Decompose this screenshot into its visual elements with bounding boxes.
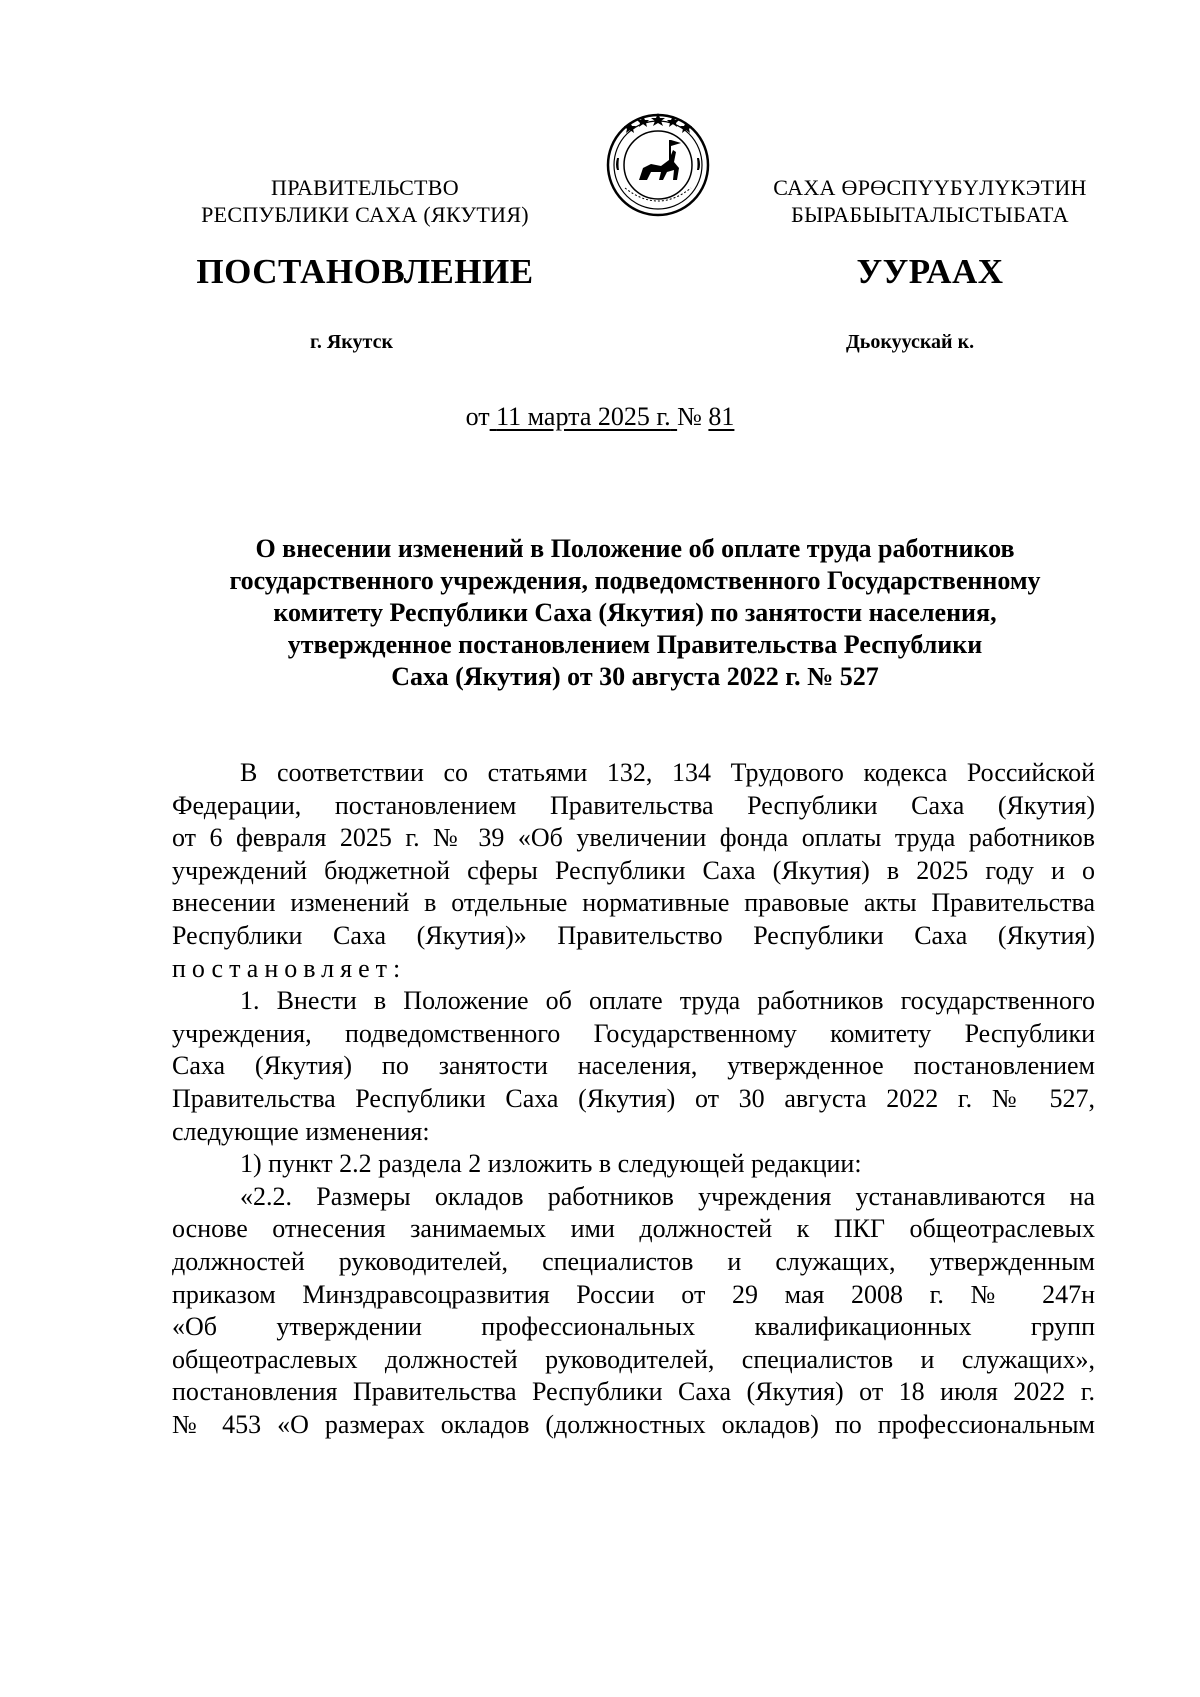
title-line: комитету Республики Саха (Якутия) по занятости населения, bbox=[273, 598, 997, 627]
body-line: должностей руководителей, специалистов и служащих, утвержденным bbox=[172, 1246, 1095, 1276]
header-left-line2: РЕСПУБЛИКИ САХА (ЯКУТИЯ) bbox=[201, 202, 529, 227]
body-line: В соответствии со статьями 132, 134 Трудового кодекса Российской bbox=[240, 758, 1095, 787]
body-line: следующие изменения: bbox=[172, 1116, 430, 1146]
body-line: 1. Внести в Положение об оплате труда работников государственного bbox=[240, 986, 1095, 1016]
coat-of-arms-emblem-icon bbox=[603, 110, 713, 220]
header-right-block bbox=[745, 174, 1115, 228]
document-body bbox=[172, 757, 1095, 1441]
body-line: учреждений бюджетной сферы Республики Саха (Якутия) в 2025 году и о bbox=[172, 855, 1095, 885]
title-line: Саха (Якутия) от 30 августа 2022 г. № 527 bbox=[391, 662, 879, 691]
body-line-postanovlyaet: постановляет: bbox=[172, 953, 407, 983]
number-sign: № bbox=[677, 402, 702, 431]
city-right: Дьокуускай к. bbox=[846, 331, 975, 353]
body-line: Правительства Республики Саха (Якутия) от 30 августа 2022 г. № 527, bbox=[172, 1083, 1095, 1113]
header-right-line1: САХА ӨРӨСПҮҮБҮЛҮКЭТИН bbox=[773, 175, 1087, 200]
date-prefix: от bbox=[465, 402, 490, 431]
body-line: от 6 февраля 2025 г. № 39 «Об увеличении фонда оплаты труда работников bbox=[172, 823, 1095, 853]
header-right-line2: БЫРАБЫЫТАЛЫСТЫБАТА bbox=[791, 202, 1069, 227]
body-line: общеотраслевых должностей руководителей, специалистов и служащих», bbox=[172, 1344, 1095, 1374]
document-date: 11 марта 2025 г. bbox=[496, 402, 671, 431]
body-line: Республики Саха (Якутия)» Правительство Республики Саха (Якутия) bbox=[172, 920, 1095, 950]
title-line: государственного учреждения, подведомственного Государственному bbox=[229, 566, 1041, 595]
body-line: Саха (Якутия) по занятости населения, утвержденное постановлением bbox=[172, 1051, 1095, 1081]
body-line: № 453 «О размерах окладов (должностных окладов) по профессиональным bbox=[172, 1409, 1095, 1439]
body-line: основе отнесения занимаемых ими должностей к ПКГ общеотраслевых bbox=[172, 1214, 1095, 1244]
body-line: 1) пункт 2.2 раздела 2 изложить в следующей редакции: bbox=[240, 1149, 862, 1179]
body-line: постановления Правительства Республики Саха (Якутия) от 18 июля 2022 г. bbox=[172, 1377, 1095, 1407]
document-number: 81 bbox=[708, 402, 735, 431]
body-line: «Об утверждении профессиональных квалификационных групп bbox=[172, 1312, 1095, 1342]
body-line: внесении изменений в отдельные нормативные правовые акты Правительства bbox=[172, 888, 1095, 918]
date-number-line bbox=[0, 402, 1200, 432]
body-line: Федерации, постановлением Правительства Республики Саха (Якутия) bbox=[172, 790, 1095, 820]
title-line: О внесении изменений в Положение об оплате труда работников bbox=[255, 534, 1015, 563]
title-line: утвержденное постановлением Правительства Республики bbox=[287, 630, 983, 659]
title-postanovlenie: ПОСТАНОВЛЕНИЕ bbox=[196, 252, 534, 291]
body-line: приказом Минздравсоцразвития России от 29 мая 2008 г. № 247н bbox=[172, 1279, 1095, 1309]
city-left: г. Якутск bbox=[310, 331, 393, 353]
document-title bbox=[175, 533, 1095, 693]
body-line: учреждения, подведомственного Государственному комитету Республики bbox=[172, 1018, 1095, 1048]
body-line: «2.2. Размеры окладов работников учреждения устанавливаются на bbox=[240, 1181, 1095, 1211]
header-left-line1: ПРАВИТЕЛЬСТВО bbox=[271, 175, 459, 200]
title-uuraakh: УУРААХ bbox=[856, 252, 1004, 291]
header-left-block bbox=[170, 174, 560, 228]
